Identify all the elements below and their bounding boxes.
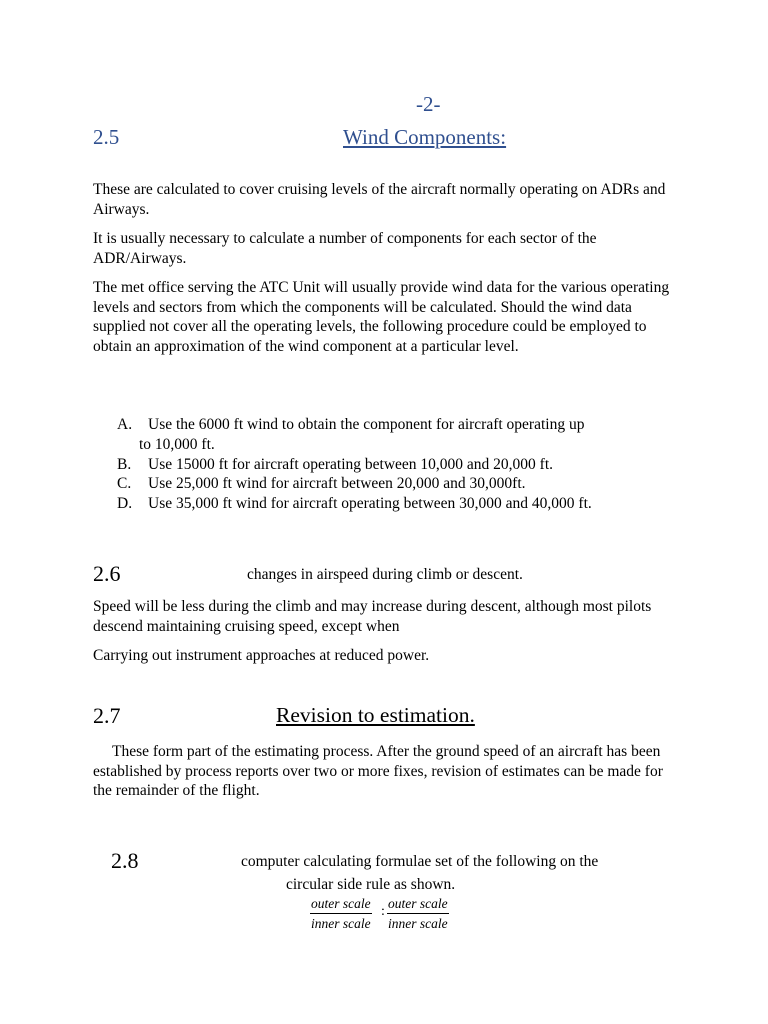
section-2-6-title: changes in airspeed during climb or descent. bbox=[247, 566, 523, 583]
list-item-text: Use 35,000 ft wind for aircraft operating between 30,000 and 40,000 ft. bbox=[148, 495, 592, 512]
section-2-5-paragraph-1: These are calculated to cover cruising levels of the aircraft normally operating on ADRs and Airways. bbox=[93, 181, 666, 218]
section-2-8-title-line-1: computer calculating formulae set of the following on the bbox=[241, 853, 599, 870]
list-marker: B. bbox=[117, 456, 132, 473]
section-2-5-number: 2.5 bbox=[93, 125, 120, 149]
section-2-6-paragraph-2: Carrying out instrument approaches at reduced power. bbox=[93, 647, 430, 664]
formula-right-fraction bbox=[387, 895, 449, 932]
section-2-8-title-line-2: circular side rule as shown. bbox=[286, 876, 456, 893]
page-number: -2- bbox=[416, 92, 441, 116]
list-marker: A. bbox=[117, 416, 133, 433]
section-2-7-title: Revision to estimation. bbox=[276, 703, 475, 727]
formula-left-fraction bbox=[310, 895, 372, 932]
section-2-8-number: 2.8 bbox=[111, 848, 139, 873]
section-2-5-paragraph-2: It is usually necessary to calculate a number of components for each sector of the ADR/Airways. bbox=[93, 230, 597, 267]
list-item-text: Use 25,000 ft wind for aircraft between 20,000 and 30,000ft. bbox=[148, 475, 526, 492]
section-2-7-paragraph-1: These form part of the estimating process. After the ground speed of an aircraft has been established by process reports over two or more fixes, revision of estimates can be made for the remainder of the flight. bbox=[93, 743, 663, 800]
list-item-text: Use the 6000 ft wind to obtain the component for aircraft operating up bbox=[148, 416, 585, 433]
formula-separator: : bbox=[381, 904, 385, 919]
list-marker: D. bbox=[117, 495, 133, 512]
left-numerator: outer scale bbox=[310, 895, 372, 914]
list-marker: C. bbox=[117, 475, 132, 492]
section-2-6-number: 2.6 bbox=[93, 561, 121, 586]
section-2-5-paragraph-3: The met office serving the ATC Unit will usually provide wind data for the various operating levels and sectors from which the components will be calculated. Should the wind data supplied not cover all the operating levels, the following procedure could be employed to obtain an approximation of the wind component at a particular level. bbox=[93, 279, 670, 355]
section-2-7-number: 2.7 bbox=[93, 703, 121, 728]
left-denominator: inner scale bbox=[311, 916, 371, 931]
section-2-5-title: Wind Components: bbox=[343, 125, 507, 149]
list-item-text-continued: to 10,000 ft. bbox=[139, 436, 215, 453]
list-item-text: Use 15000 ft for aircraft operating between 10,000 and 20,000 ft. bbox=[148, 456, 554, 473]
section-2-6-paragraph-1: Speed will be less during the climb and may increase during descent, although most pilots descend maintaining cruising speed, except when bbox=[93, 598, 652, 635]
right-numerator: outer scale bbox=[387, 895, 449, 914]
right-denominator: inner scale bbox=[388, 916, 448, 931]
